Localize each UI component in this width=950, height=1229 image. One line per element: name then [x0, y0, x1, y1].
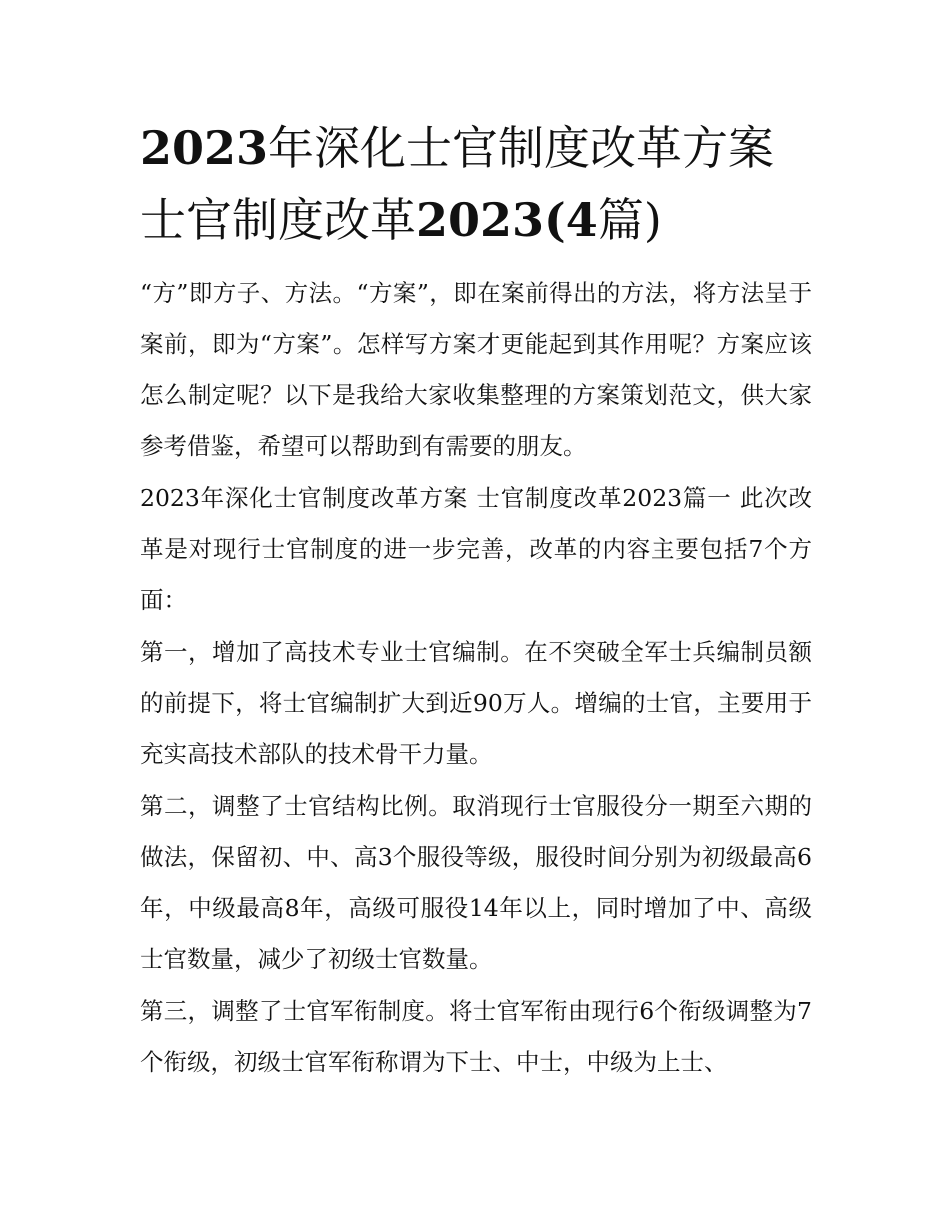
- title-suffix: 篇): [597, 193, 662, 247]
- document-body: [140, 112, 812, 1089]
- intro-paragraph: “方”即方子、方法。“方案”，即在案前得出的方法，将方法呈于案前，即为“方案”。怎样写方案才更能起到其作用呢？方案应该怎么制定呢？以下是我给大家收集整理的方案策划范文，供大家参考借鉴，希望可以帮助到有需要的朋友。: [140, 279, 812, 460]
- section-one-intro-paragraph: 2023年深化士官制度改革方案 士官制度改革2023篇一 此次改革是对现行士官制度的进一步完善，改革的内容主要包括7个方面：: [140, 484, 812, 614]
- document-title: [140, 112, 812, 256]
- title-text: 年深化士官制度改革方案士官制度改革: [140, 121, 775, 247]
- title-year: 2023: [140, 121, 269, 175]
- point-three-paragraph: 第三，调整了士官军衔制度。将士官军衔由现行6个衔级调整为7个衔级，初级士官军衔称谓为下士、中士，中级为上士、: [140, 997, 812, 1076]
- title-year-count: 2023(4: [416, 193, 598, 247]
- point-two-paragraph: 第二，调整了士官结构比例。取消现行士官服役分一期至六期的做法，保留初、中、高3个服役等级，服役时间分别为初级最高6年，中级最高8年，高级可服役14年以上，同时增加了中、高级士官数量，减少了初级士官数量。: [140, 792, 812, 973]
- point-one-paragraph: 第一，增加了高技术专业士官编制。在不突破全军士兵编制员额的前提下，将士官编制扩大到近90万人。增编的士官，主要用于充实高技术部队的技术骨干力量。: [140, 638, 812, 768]
